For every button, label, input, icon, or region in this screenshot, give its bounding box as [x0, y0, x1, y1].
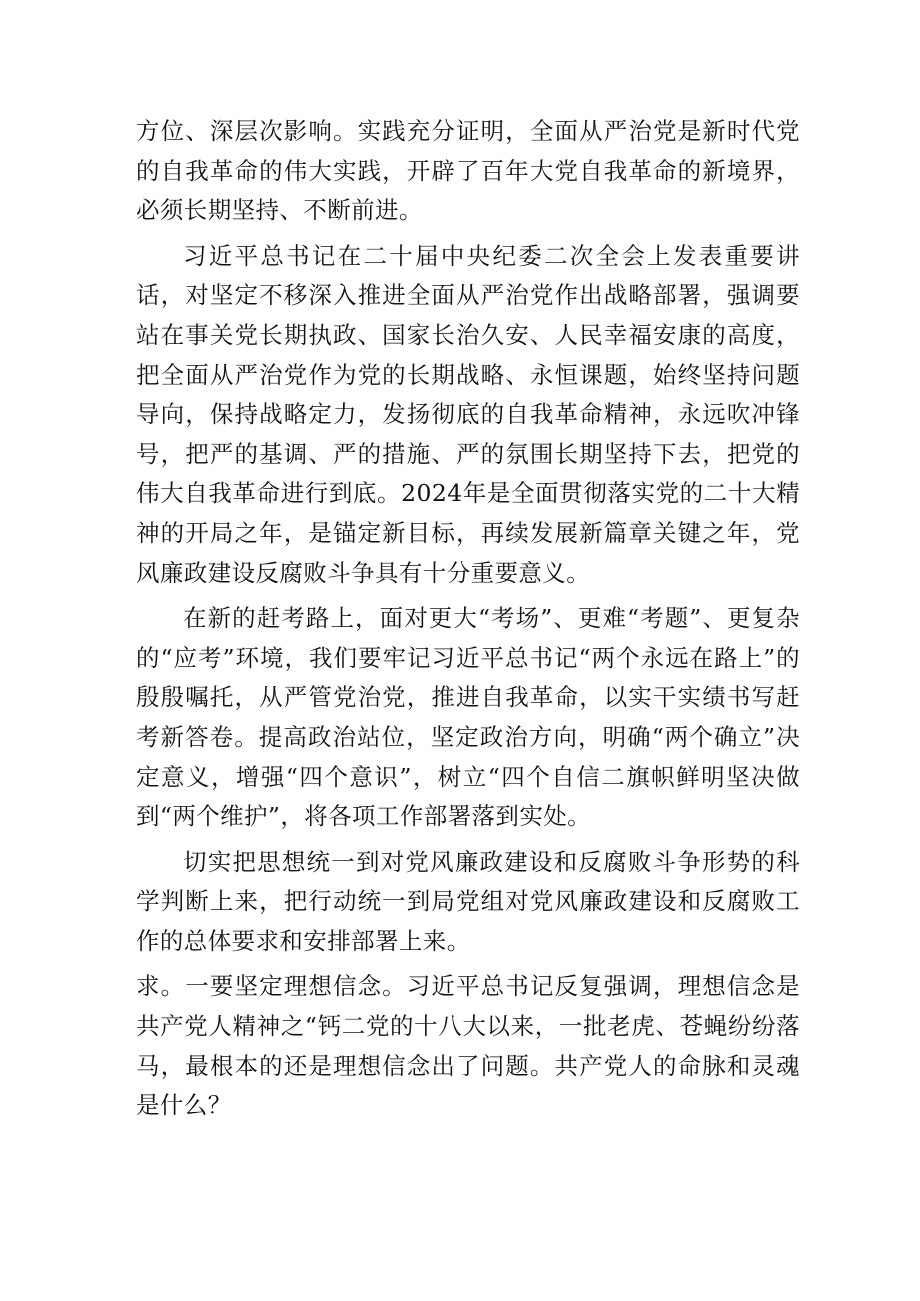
- paragraph-exam-road: 在新的赶考路上，面对更大“考场”、更难“考题”、更复杂的“应考”环境，我们要牢记习近平总书记“两个永远在路上”的殷殷嘱托，从严管党治党，推进自我革命，以实干实绩书写赶考新答卷。提高政治站位，坚定政治方向，明确“两个确立”决定意义，增强“四个意识”，树立“四个自信二旗帜鲜明坚决做到“两个维护”，将各项工作部署落到实处。: [136, 604, 800, 831]
- paragraph-continuation: 方位、深层次影响。实践充分证明，全面从严治党是新时代党的自我革命的伟大实践，开辟了百年大党自我革命的新境界，必须长期坚持、不断前进。: [136, 117, 800, 225]
- paragraph-ideals: 求。一要坚定理想信念。习近平总书记反复强调，理想信念是共产党人精神之“钙二党的十八大以来，一批老虎、苍蝇纷纷落马，最根本的还是理想信念出了问题。共产党人的命脉和灵魂是什么？: [136, 972, 800, 1120]
- document-body: [136, 112, 800, 1126]
- paragraph-speech: 习近平总书记在二十届中央纪委二次全会上发表重要讲话，对坚定不移深入推进全面从严治党作出战略部署，强调要站在事关党长期执政、国家长治久安、人民幸福安康的高度，把全面从严治党作为党的长期战略、永恒课题，始终坚持问题导向，保持战略定力，发扬彻底的自我革命精神，永远吹冲锋号，把严的基调、严的措施、严的氛围长期坚持下去，把党的伟大自我革命进行到底。2024年是全面贯彻落实党的二十大精神的开局之年，是锚定新目标，再续发展新篇章关键之年，党风廉政建设反腐败斗争具有十分重要意义。: [136, 241, 800, 587]
- paragraph-unify-thinking: 切实把思想统一到对党风廉政建设和反腐败斗争形势的科学判断上来，把行动统一到局党组对党风廉政建设和反腐败工作的总体要求和安排部署上来。: [136, 847, 800, 955]
